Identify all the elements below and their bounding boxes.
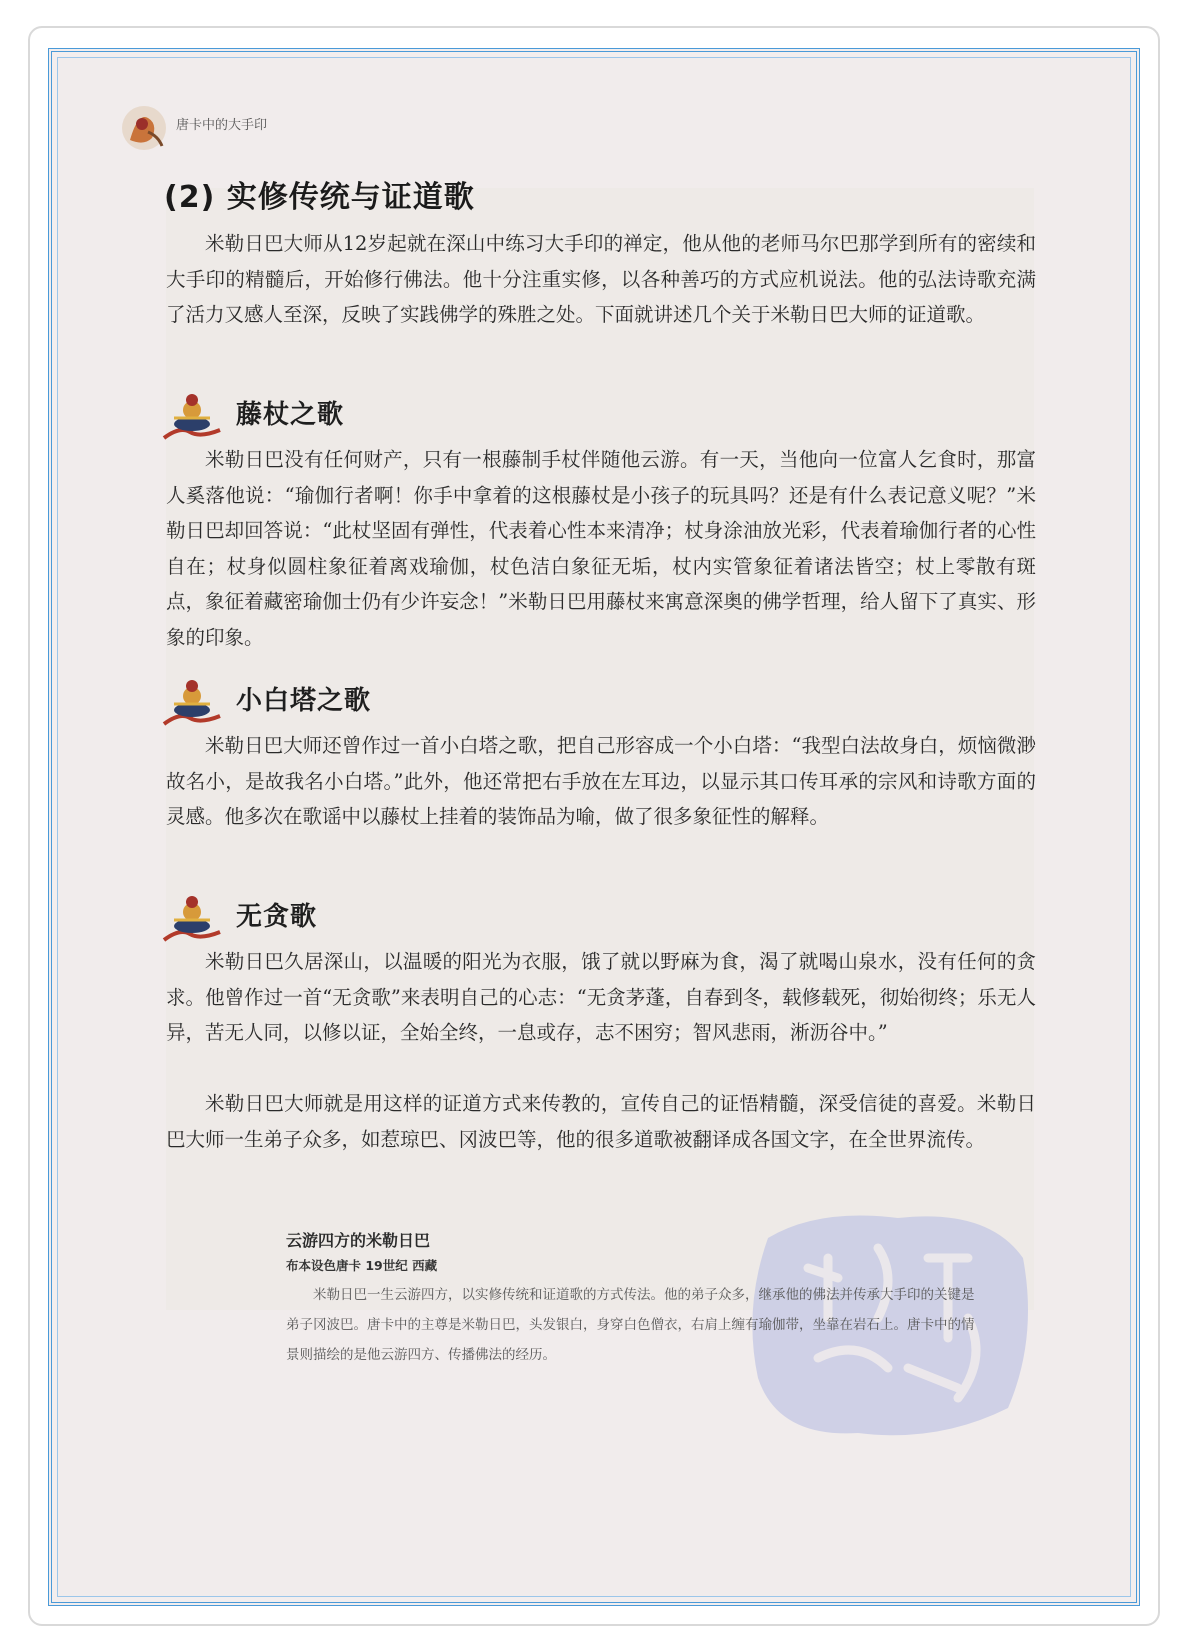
caption-subtitle: 布本设色唐卡 19世纪 西藏 (286, 1258, 438, 1273)
song-title-2: 小白塔之歌 (236, 686, 372, 716)
song-heading-1 (160, 388, 560, 444)
song-title-1: 藤杖之歌 (236, 400, 345, 430)
caption-title: 云游四方的米勒日巴 (286, 1231, 431, 1250)
header-ornament-icon (118, 102, 170, 154)
closing-paragraph: 米勒日巴大师就是用这样的证道方式来传教的，宣传自己的证悟精髓，深受信徒的喜爱。米勒日巴大师一生弟子众多，如惹琼巴、冈波巴等，他的很多道歌被翻译成各国文字，在全世界流传。 (166, 1092, 1036, 1151)
section-heading: (2) 实修传统与证道歌 (164, 180, 475, 215)
song-paragraph-1: 米勒日巴没有任何财产，只有一根藤制手杖伴随他云游。有一天，当他向一位富人乞食时，那富人奚落他说：“瑜伽行者啊！你手中拿着的这根藤杖是小孩子的玩具吗？还是有什么表记意义呢？”米勒日巴却回答说：“此杖坚固有弹性，代表着心性本来清净；杖身涂油放光彩，代表着瑜伽行者的心性自在；杖身似圆柱象征着离戏瑜伽，杖色洁白象征无垢，杖内实管象征着诸法皆空；杖上零散有斑点，象征着藏密瑜伽士仍有少许妄念！”米勒日巴用藤杖来寓意深奥的佛学哲理，给人留下了真实、形象的印象。 (166, 448, 1036, 649)
caption-body: 米勒日巴一生云游四方，以实修传统和证道歌的方式传法。他的弟子众多，继承他的佛法并传承大手印的关键是弟子冈波巴。唐卡中的主尊是米勒日巴，头发银白，身穿白色僧衣，右肩上缠有瑜伽带，坐靠在岩石上。唐卡中的情景则描绘的是他云游四方、传播佛法的经历。 (286, 1287, 975, 1363)
intro-paragraph: 米勒日巴大师从12岁起就在深山中练习大手印的禅定，他从他的老师马尔巴那学到所有的密续和大手印的精髓后，开始修行佛法。他十分注重实修，以各种善巧的方式应机说法。他的弘法诗歌充满了活力又感人至深，反映了实践佛学的殊胜之处。下面就讲述几个关于米勒日巴大师的证道歌。 (166, 232, 1036, 326)
book-page (58, 58, 1130, 1596)
song-paragraph-3: 米勒日巴久居深山，以温暖的阳光为衣服，饿了就以野麻为食，渴了就喝山泉水，没有任何的贪求。他曾作过一首“无贪歌”来表明自己的心志：“无贪茅蓬，自春到冬，载修载死，彻始彻终；乐无人异，苦无人同，以修以证，全始全终，一息或存，志不困穷；智风悲雨，淅沥谷中。” (166, 950, 1036, 1044)
song-title-3: 无贪歌 (236, 902, 318, 932)
running-title: 唐卡中的大手印 (176, 118, 268, 133)
thangka-figure-icon (160, 890, 224, 944)
thangka-figure-icon (160, 388, 224, 442)
thangka-figure-icon (160, 674, 224, 728)
song-heading-2 (160, 674, 560, 730)
song-paragraph-2: 米勒日巴大师还曾作过一首小白塔之歌，把自己形容成一个小白塔：“我型白法故身白，烦恼微渺故名小，是故我名小白塔。”此外，他还常把右手放在左耳边，以显示其口传耳承的宗风和诗歌方面的灵感。他多次在歌谣中以藤杖上挂着的装饰品为喻，做了很多象征性的解释。 (166, 734, 1036, 828)
song-heading-3 (160, 890, 560, 946)
